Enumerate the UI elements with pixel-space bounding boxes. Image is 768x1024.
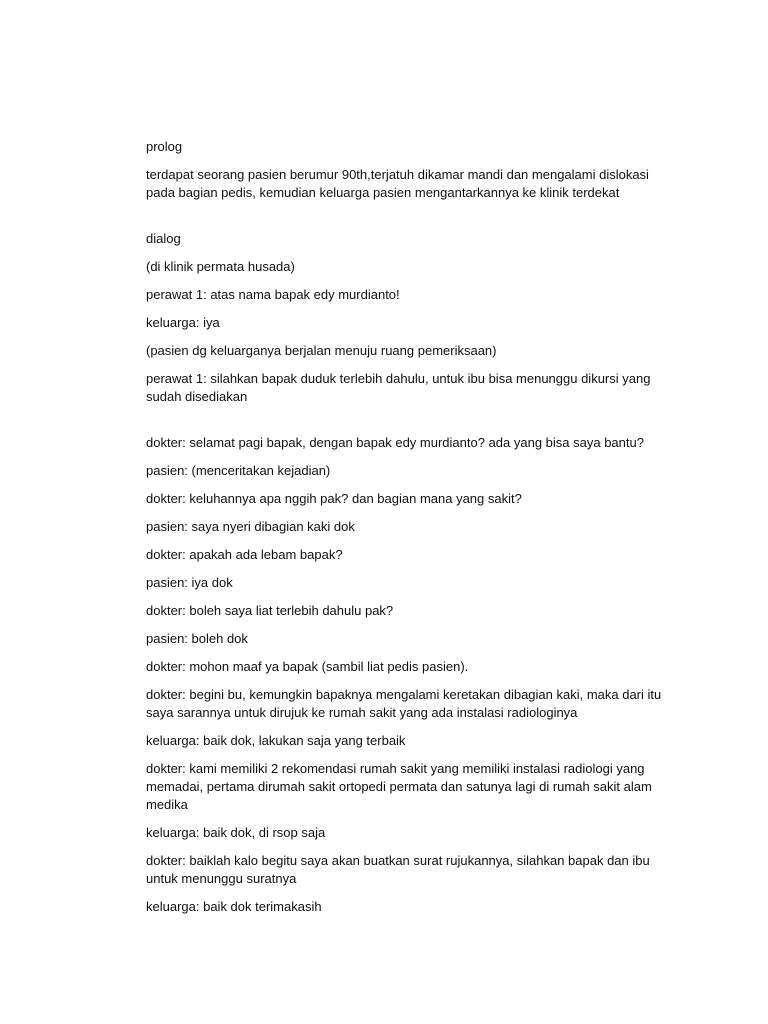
dialog-line: dokter: mohon maaf ya bapak (sambil liat pedis pasien).: [146, 659, 469, 674]
dialog-line: pasien: iya dok: [146, 575, 233, 590]
dialog-line: dokter: apakah ada lebam bapak?: [146, 547, 343, 562]
dialog-line: dokter: keluhannya apa nggih pak? dan bagian mana yang sakit?: [146, 491, 522, 506]
dialog-line: keluarga: baik dok, lakukan saja yang terbaik: [146, 733, 406, 748]
dialog-line: pasien: saya nyeri dibagian kaki dok: [146, 519, 355, 534]
dialog-line: dokter: baiklah kalo begitu saya akan buatkan surat rujukannya, silahkan bapak dan ibu untuk menunggu suratnya: [146, 853, 650, 886]
dialog-line: dokter: begini bu, kemungkin bapaknya mengalami keretakan dibagian kaki, maka dari itu saya sarannya untuk dirujuk ke rumah sakit yang ada instalasi radiologinya: [146, 687, 662, 720]
dialog-heading: dialog: [146, 231, 181, 246]
dialog-line: (di klinik permata husada): [146, 259, 295, 274]
section-gap: [146, 416, 666, 434]
dialog-line: dokter: kami memiliki 2 rekomendasi rumah sakit yang memiliki instalasi radiologi yang memadai, pertama dirumah sakit ortopedi permata dan satunya lagi di rumah sakit alam medika: [146, 761, 652, 812]
section-gap: [146, 212, 666, 230]
document-page: [146, 138, 666, 926]
dialog-line: dokter: selamat pagi bapak, dengan bapak edy murdianto? ada yang bisa saya bantu?: [146, 435, 644, 450]
dialog-line: pasien: boleh dok: [146, 631, 248, 646]
dialog-line: perawat 1: atas nama bapak edy murdianto!: [146, 287, 400, 302]
dialog-line: keluarga: iya: [146, 315, 220, 330]
dialog-line: keluarga: baik dok, di rsop saja: [146, 825, 326, 840]
dialog-line: keluarga: baik dok terimakasih: [146, 899, 322, 914]
dialog-line: (pasien dg keluarganya berjalan menuju ruang pemeriksaan): [146, 343, 497, 358]
dialog-line: pasien: (menceritakan kejadian): [146, 463, 331, 478]
dialog-line: perawat 1: silahkan bapak duduk terlebih dahulu, untuk ibu bisa menunggu dikursi yang sudah disediakan: [146, 371, 651, 404]
prolog-text: terdapat seorang pasien berumur 90th,terjatuh dikamar mandi dan mengalami dislokasi pada bagian pedis, kemudian keluarga pasien mengantarkannya ke klinik terdekat: [146, 167, 649, 200]
dialog-line: dokter: boleh saya liat terlebih dahulu pak?: [146, 603, 394, 618]
prolog-heading: prolog: [146, 139, 183, 154]
